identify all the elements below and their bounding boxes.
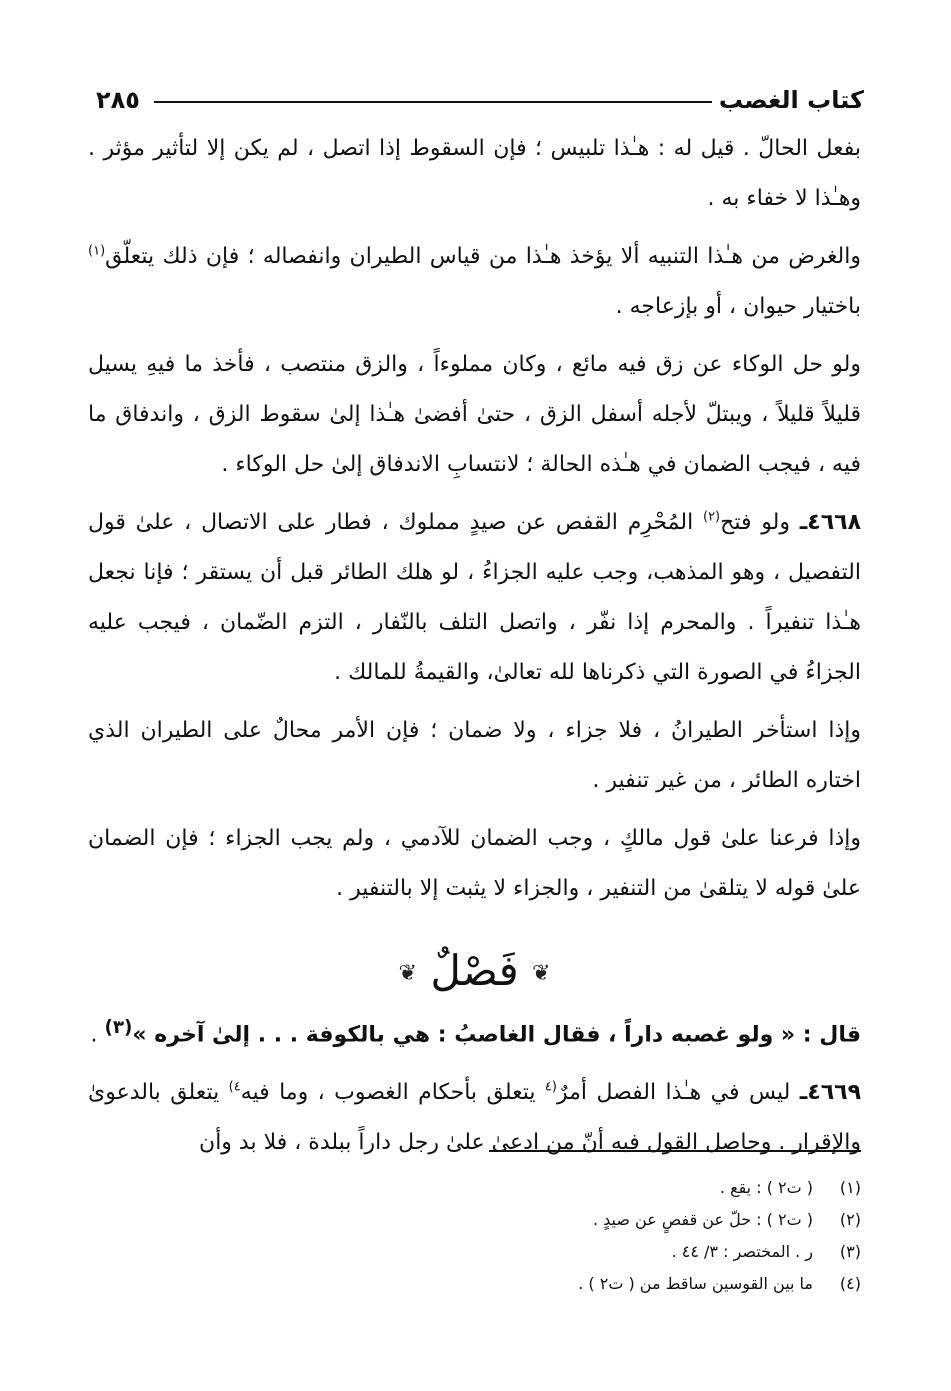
section-heading: ❦ فَصْلٌ ❦ <box>398 946 551 995</box>
footnote: (٤) ما بين القوسين ساقط من ( ت٢ ) . <box>578 1274 861 1293</box>
ornament-left-icon: ❦ <box>398 961 417 986</box>
footnote-separator <box>489 1150 861 1152</box>
paragraph: ولو حل الوكاء عن زق فيه مائع ، وكان مملوءاً ، والزق منتصب ، فأخذ ما فيهِ يسيل قليلاً قليلاً ، ويبتلّ لأجله أسفل الزق ، حتىٰ أفضىٰ هـٰذا إلىٰ سقوط الزق ، واندفاق ما فيه ، فيجب الضمان في هـٰذه الحالة ؛ لانتسابِ الاندفاق إلىٰ حل الوكاء . <box>88 352 861 477</box>
running-title: كتاب الغصب <box>718 86 864 114</box>
footnote-ref-4-close: ٤) <box>228 1080 241 1095</box>
footnote-ref-4-open: (٤ <box>544 1080 557 1095</box>
paragraph: وإذا فرعنا علىٰ قول مالكٍ ، وجب الضمان للآدمي ، ولم يجب الجزاء ؛ فإن الضمان علىٰ قوله لا يتلقىٰ من التنفير ، والجزاء لا يثبت إلا بالتنفير . <box>88 826 861 901</box>
footnote: (٢) ( ت٢ ) : حلّ عن قفصٍ عن صيدٍ . <box>592 1210 861 1229</box>
header-rule <box>154 101 712 103</box>
paragraph-continuation: بفعل الحالّ . قيل له : هـٰذا تلبيس ؛ فإن السقوط إذا اتصل ، لم يكن إلا لتأثير مؤثر . وهـٰذا لا خفاء به . <box>88 136 861 211</box>
paragraph-4669: ٤٦٦٩ـ ليس في هـٰذا الفصل أمرٌ$^{(٤}$ يتعلق بأحكام الغصوب ، وما فيه$^{٤)}$ يتعلق بالدعوىٰ والإقرار . وحاصل القول فيه أنّ من ادعىٰ علىٰ رجل داراً ببلدة ، فلا بد وأن <box>88 1080 862 1156</box>
page-header <box>96 80 864 120</box>
page-body <box>88 124 861 1176</box>
paragraph-4668: ٤٦٦٨ـ ولو فتح$^{(٢)}$ المُحْرِم القفص عن صيدٍ مملوك ، فطار على الاتصال ، علىٰ قول التفصيل ، وهو المذهب، وجب عليه الجزاءُ ، لو هلك الطائر قبل أن يستقر ؛ فإنا نجعل هـٰذا تنفيراً . والمحرم إذا نفّر ، واتصل التلف بالنّفار ، التزم الضّمان ، فيجب عليه الجزاءُ في الصورة التي ذكرناها لله تعالىٰ، والقيمةُ للمالك . <box>88 509 861 685</box>
footnote-ref-2: (٢) <box>702 509 721 525</box>
paragraph: وإذا استأخر الطيرانُ ، فلا جزاء ، ولا ضمان ؛ فإن الأمر محالٌ على الطيران الذي اختاره الطائر ، من غير تنفير . <box>88 718 861 793</box>
footnote-ref-3: (٣) <box>104 1017 133 1038</box>
paragraph: والغرض من هـٰذا التنبيه ألا يؤخذ هـٰذا من قياس الطيران وانفصاله ؛ فإن ذلك يتعلّق$^{(١)}$ باختيار حيوان ، أو بإزعاجه . <box>88 243 861 319</box>
footnotes <box>361 1172 861 1300</box>
footnote-ref-1: (١) <box>88 243 106 259</box>
issue-number: ٤٦٦٨ـ <box>799 510 861 535</box>
quoted-text: قال : « ولو غصبه داراً ، فقال الغاصبُ : هي بالكوفة . . . إلىٰ آخره »$^{(٣)}$ . <box>90 1017 861 1048</box>
footnote: (١) ( ت٢ ) : يقع . <box>719 1178 861 1197</box>
issue-number: ٤٦٦٩ـ <box>799 1080 862 1106</box>
page-number: ٢٨٥ <box>96 86 140 114</box>
ornament-right-icon: ❦ <box>532 961 551 986</box>
footnote: (٣) ر . المختصر : ٣/ ٤٤ . <box>671 1242 861 1261</box>
